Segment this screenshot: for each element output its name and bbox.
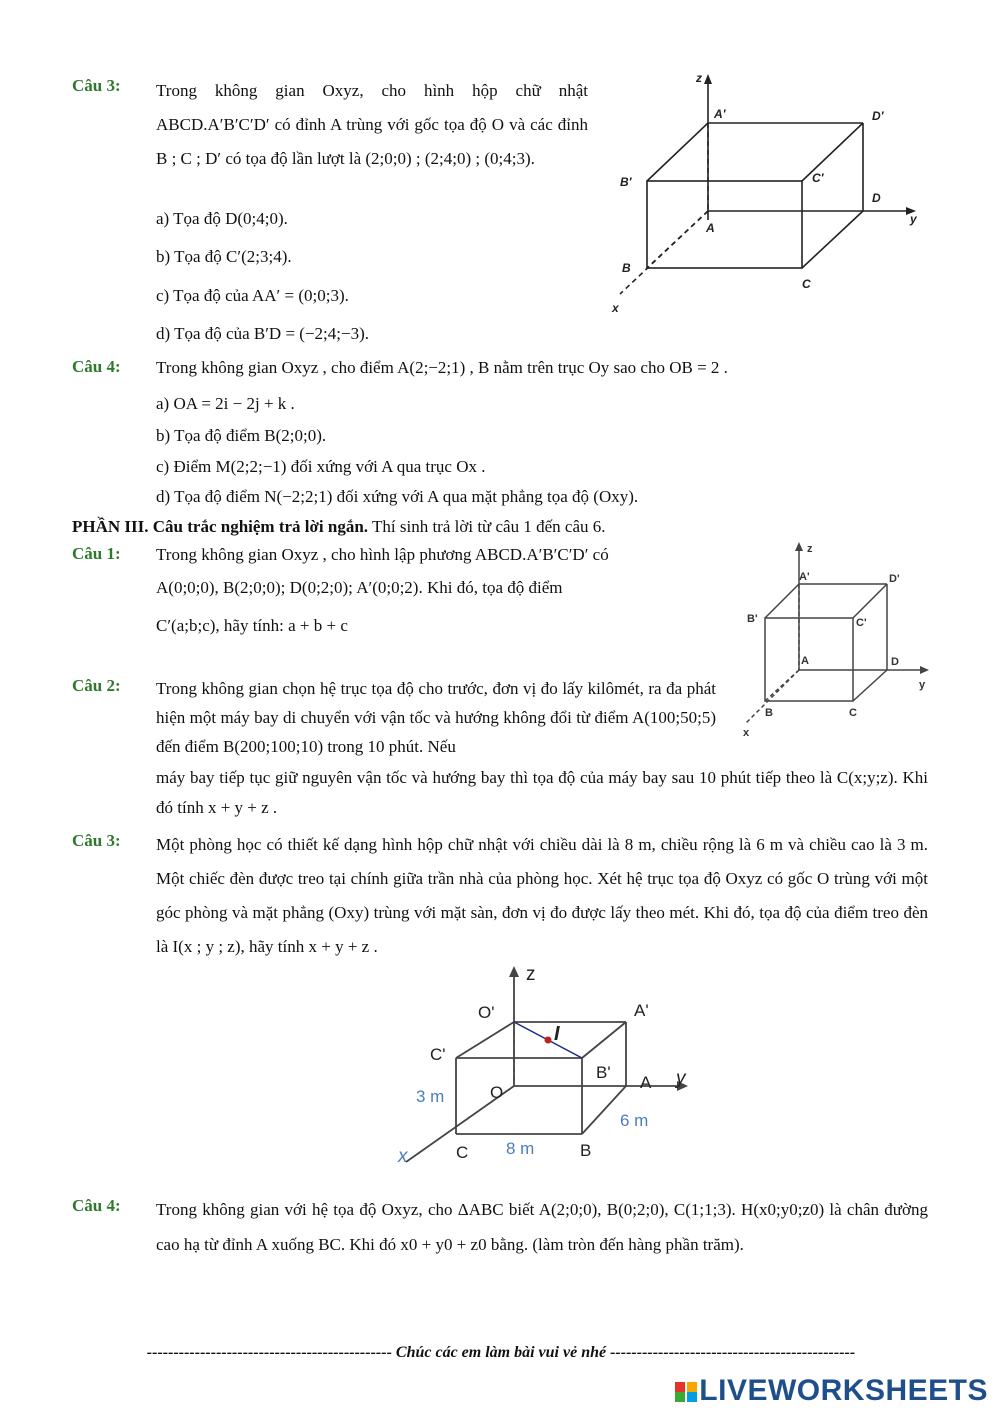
cube-figure: [735, 538, 935, 738]
question-label: Câu 3:: [72, 831, 121, 850]
label-C: C: [849, 707, 857, 719]
label-O: O: [490, 1083, 504, 1102]
logo-icon: [675, 1382, 699, 1402]
label-I: I: [554, 1023, 560, 1045]
label-x: x: [398, 1146, 408, 1167]
question-label: Câu 4:: [72, 1196, 121, 1215]
label-D1: D′: [872, 109, 884, 123]
logo-text: LIVEWORKSHEETS: [699, 1374, 988, 1407]
label-B1: B': [747, 613, 758, 625]
question-text: máy bay tiếp tục giữ nguyên vận tốc và hướng bay thì tọa độ của máy bay sau 10 phút tiếp theo là C(x;y;z). Khi đó tính x + y + z .: [156, 768, 928, 817]
label-D1: D': [889, 573, 900, 585]
label-B: B: [580, 1141, 592, 1160]
label-y: y: [910, 212, 917, 226]
label-C1: C′: [812, 171, 824, 185]
liveworksheets-logo: [675, 1374, 988, 1408]
label-A1: A': [634, 1001, 649, 1020]
label-x: x: [612, 301, 619, 315]
option-c: c) Điểm M(2;2;−1) đối xứng với A qua trục Ox .: [156, 457, 486, 476]
label-A1: A': [799, 571, 810, 583]
label-length: 8 m: [506, 1139, 535, 1158]
option-c: c) Tọa độ của AA′ = (0;0;3).: [156, 286, 349, 305]
label-C1: C': [430, 1045, 446, 1064]
label-C: C: [802, 277, 811, 291]
question-label: Câu 2:: [72, 676, 121, 695]
label-O1: O': [478, 1003, 495, 1022]
label-A: A: [706, 221, 715, 235]
label-x: x: [743, 727, 750, 738]
question-label: Câu 3:: [72, 76, 121, 95]
label-height: 3 m: [416, 1087, 445, 1106]
question-line: Trong không gian Oxyz , cho hình lập phương ABCD.A′B′C′D′ có: [156, 545, 609, 564]
option-b: b) Tọa độ điểm B(2;0;0).: [156, 426, 327, 445]
label-z: z: [696, 71, 702, 85]
question-text: Trong không gian Oxyz, cho hình hộp chữ nhật ABCD.A′B′C′D′ có đỉnh A trùng với gốc tọa độ O và các đỉnh B ; C ; D′ có tọa độ lần lượt là (2;0;0) ; (2;4;0) ; (0;4;3).: [156, 81, 588, 168]
footer-message: ---------------------------------------------- Chúc các em làm bài vui vẻ nhé ----------------------------------------------: [146, 1344, 856, 1361]
label-z: z: [526, 964, 536, 985]
question-label: Câu 4:: [72, 357, 121, 376]
label-z: z: [807, 543, 813, 555]
option-b: b) Tọa độ C′(2;3;4).: [156, 247, 292, 266]
question-text: Một phòng học có thiết kế dạng hình hộp chữ nhật với chiều dài là 8 m, chiều rộng là 6 m và chiều cao là 3 m. Một chiếc đèn được treo tại chính giữa trần nhà của phòng học. Xét hệ trục tọa độ Oxyz có gốc O trùng với một góc phòng và mặt phẳng (Oxy) trùng với mặt sàn, đơn vị đo được lấy theo mét. Khi đó, tọa độ của điểm treo đèn là I(x ; y ; z), hãy tính x + y + z .: [156, 835, 928, 956]
question-text: Trong không gian chọn hệ trục tọa độ cho trước, đơn vị đo lấy kilômét, ra đa phát hiện một máy bay di chuyển với vận tốc và hướng không đổi từ điểm A(100;50;5) đến điểm B(200;100;10) trong 10 phút. Nếu: [156, 679, 716, 756]
room-figure: [390, 962, 710, 1170]
option-a: a) Tọa độ D(0;4;0).: [156, 209, 288, 228]
label-y: y: [676, 1068, 686, 1089]
label-width: 6 m: [620, 1111, 649, 1130]
label-A1: A′: [714, 107, 726, 121]
label-B: B: [622, 261, 631, 275]
question-label: Câu 1:: [72, 544, 121, 563]
question-line: C′(a;b;c), hãy tính: a + b + c: [156, 616, 348, 635]
option-d: d) Tọa độ của B′D = (−2;4;−3).: [156, 324, 369, 343]
label-B1: B': [596, 1063, 611, 1082]
option-d: d) Tọa độ điểm N(−2;2;1) đối xứng với A qua mặt phẳng tọa độ (Oxy).: [156, 487, 639, 506]
label-C1: C': [856, 617, 867, 629]
question-line: A(0;0;0), B(2;0;0); D(0;2;0); A′(0;0;2). Khi đó, tọa độ điểm: [156, 578, 563, 597]
question-text: Trong không gian Oxyz , cho điểm A(2;−2;1) , B nằm trên trục Oy sao cho OB = 2 .: [156, 358, 728, 377]
label-C: C: [456, 1143, 469, 1162]
section-subtitle: Thí sinh trả lời từ câu 1 đến câu 6.: [372, 517, 606, 536]
box-figure-1: [610, 68, 930, 318]
label-y: y: [919, 679, 926, 691]
question-text: Trong không gian với hệ tọa độ Oxyz, cho ΔABC biết A(2;0;0), B(0;2;0), C(1;1;3). H(x0;y0;z0) là chân đường cao hạ từ đỉnh A xuống BC. Khi đó x0 + y0 + z0 bằng. (làm tròn đến hàng phần trăm).: [156, 1200, 928, 1254]
label-B1: B′: [620, 175, 632, 189]
label-A: A: [801, 655, 809, 667]
label-A: A: [640, 1073, 652, 1092]
section-title: PHẦN III. Câu trắc nghiệm trả lời ngắn.: [72, 517, 369, 536]
option-a: a) OA = 2i − 2j + k .: [156, 394, 295, 413]
label-D: D: [872, 191, 881, 205]
section-header: [72, 516, 606, 537]
label-B: B: [765, 707, 773, 719]
label-D: D: [891, 656, 899, 668]
